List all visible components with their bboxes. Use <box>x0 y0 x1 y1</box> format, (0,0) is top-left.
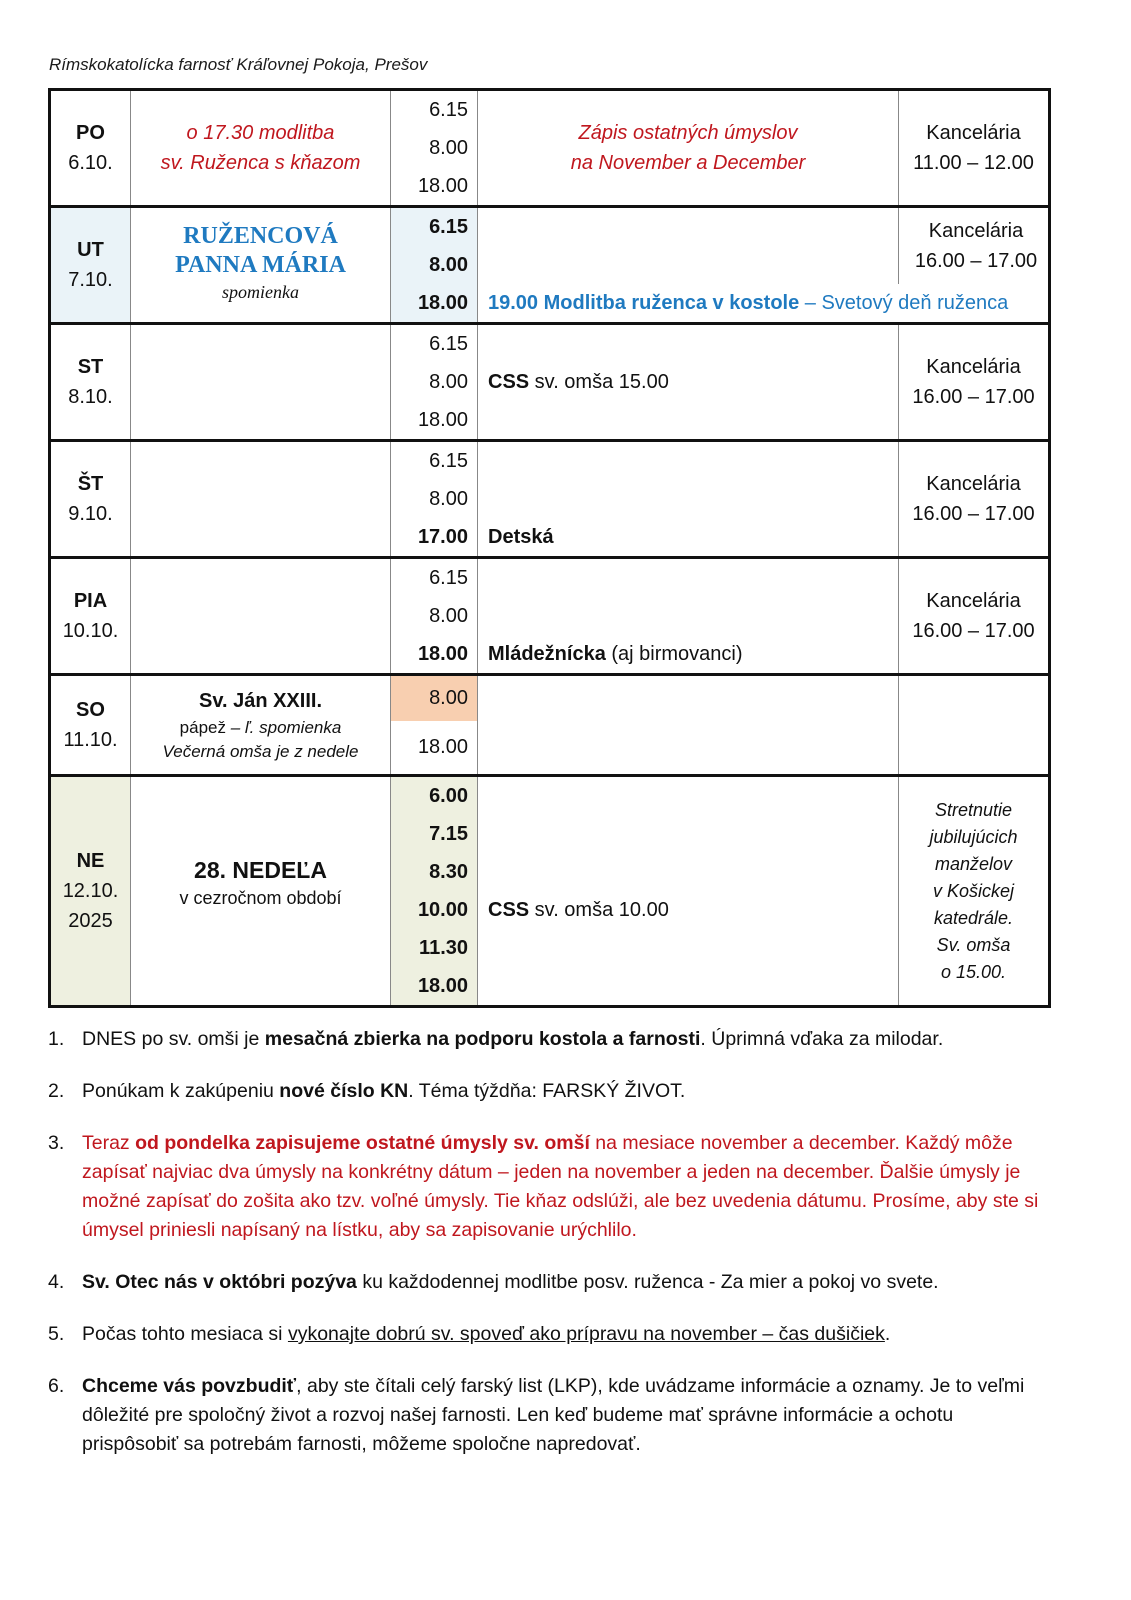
schedule-row-wednesday <box>50 324 1050 441</box>
mass-times-cell <box>391 441 478 558</box>
note-cell <box>478 776 899 1007</box>
mass-time: 6.00 <box>429 785 468 807</box>
item-number: 6. <box>48 1375 65 1397</box>
mass-time: 6.15 <box>429 216 468 238</box>
mass-times-cell <box>391 558 478 675</box>
office-hours: 16.00 – 17.00 <box>912 386 1035 408</box>
office-cell <box>899 675 1050 776</box>
office-hours: 16.00 – 17.00 <box>912 503 1035 525</box>
office-line: manželov <box>934 853 1013 874</box>
office-label: Kancelária <box>926 356 1021 378</box>
text: , aby ste čítali celý farský list (LKP), kde uvádzame informácie a oznamy. Je to veľmi dôležité pre spoločný život a rozvoj našej farnosti. Len keď budeme mať správne informácie a ochotu prispôsobiť sa potrebám farnosti, môžeme spoločne napredovať. <box>82 1375 1025 1455</box>
mass-time: 8.30 <box>429 861 468 883</box>
mass-time: 6.15 <box>429 333 468 355</box>
feast-rank: spomienka <box>222 282 299 302</box>
schedule-row-tuesday <box>50 207 1050 324</box>
mass-times-cell <box>391 207 478 324</box>
day-date: 9.10. <box>68 503 113 525</box>
day-cell <box>50 324 131 441</box>
day-name: NE <box>76 850 105 872</box>
day-name: UT <box>77 239 104 261</box>
day-cell <box>50 558 131 675</box>
office-label: Kancelária <box>926 473 1021 495</box>
office-cell <box>899 776 1050 1007</box>
announcement-item <box>48 1077 1048 1106</box>
office-line: Sv. omša <box>936 934 1011 955</box>
text: ku každodennej modlitbe posv. ruženca - Za mier a pokoj vo svete. <box>356 1271 939 1293</box>
mass-times-cell <box>391 324 478 441</box>
text-bold: mesačná zbierka na podporu kostola a farnosti <box>264 1028 701 1050</box>
feast-cell <box>131 324 391 441</box>
day-name: ST <box>77 356 104 378</box>
day-date: 7.10. <box>68 269 113 291</box>
mass-time: 10.00 <box>417 899 468 921</box>
note-bold: 19.00 Modlitba ruženca v kostole <box>488 292 800 314</box>
mass-time: 18.00 <box>417 292 468 314</box>
mass-time: 6.15 <box>429 567 468 589</box>
schedule-row-saturday <box>50 675 1050 776</box>
feast-title: RUŽENCOVÁ <box>183 223 338 249</box>
announcement-item <box>48 1372 1048 1459</box>
office-line: jubilujúcich <box>929 826 1018 847</box>
mass-time-highlighted: 8.00 <box>391 676 477 721</box>
feast-cell <box>131 675 391 776</box>
note-cell <box>478 90 899 207</box>
note-cell <box>478 324 899 441</box>
schedule-row-thursday <box>50 441 1050 558</box>
feast-cell <box>131 207 391 324</box>
office-hours: 16.00 – 17.00 <box>914 250 1038 272</box>
office-line: o 15.00. <box>940 961 1007 982</box>
office-cell <box>899 558 1050 675</box>
note-office-cell <box>478 207 1050 324</box>
text: DNES po sv. omši je <box>82 1028 265 1050</box>
day-cell <box>50 776 131 1007</box>
feast-cell <box>131 90 391 207</box>
day-cell <box>50 90 131 207</box>
note-bold: Detská <box>488 526 554 548</box>
text: Počas tohto mesiaca si <box>82 1323 288 1345</box>
text-underlined: vykonajte dobrú sv. spoveď ako prípravu na november – čas dušičiek <box>287 1323 885 1345</box>
feast-sub: v cezročnom období <box>179 888 342 908</box>
day-date: 12.10. <box>62 880 119 902</box>
announcement-item <box>48 1025 1048 1054</box>
mass-time: 8.00 <box>429 137 468 159</box>
note-cell <box>478 441 899 558</box>
mass-times-cell <box>391 675 478 776</box>
office-cell <box>899 90 1050 207</box>
mass-time: 8.00 <box>429 488 468 510</box>
schedule-row-sunday <box>50 776 1050 1007</box>
item-number: 3. <box>48 1132 65 1154</box>
item-number: 1. <box>48 1028 65 1050</box>
mass-time: 7.15 <box>429 823 468 845</box>
rosary-note <box>488 288 1008 318</box>
item-number: 4. <box>48 1271 65 1293</box>
parish-header: Rímskokatolícka farnosť Kráľovnej Pokoja, Prešov <box>49 55 428 74</box>
feast-cell <box>131 776 391 1007</box>
day-date: 8.10. <box>68 386 113 408</box>
mass-time: 6.15 <box>429 99 468 121</box>
note-line: Zápis ostatných úmyslov <box>578 122 798 144</box>
feast-title: Sv. Ján XXIII. <box>198 690 323 712</box>
mass-times-cell <box>391 776 478 1007</box>
announcement-item <box>48 1320 1048 1349</box>
announcement-item <box>48 1268 1048 1297</box>
note-cell <box>478 558 899 675</box>
text: Teraz <box>82 1132 136 1154</box>
feast-line: sv. Ruženca s kňazom <box>160 152 361 174</box>
office-label: Kancelária <box>926 122 1021 144</box>
feast-line: o 17.30 modlitba <box>186 122 335 144</box>
item-number: 5. <box>48 1323 65 1345</box>
feast-sub-plain: pápež <box>179 718 231 737</box>
day-cell <box>50 675 131 776</box>
day-name: PIA <box>73 590 108 612</box>
day-date: 6.10. <box>68 152 113 174</box>
text: . Úprimná vďaka za milodar. <box>700 1028 944 1050</box>
office-hours: 11.00 – 12.00 <box>913 152 1034 174</box>
mass-time: 8.00 <box>429 254 468 276</box>
mass-time: 18.00 <box>417 409 468 431</box>
feast-line3: Večerná omša je z nedele <box>162 742 359 761</box>
note-bold: CSS <box>488 898 530 921</box>
mass-time: 18.00 <box>417 736 468 758</box>
day-date: 11.10. <box>63 729 118 751</box>
note-rest: sv. omša 10.00 <box>529 898 669 921</box>
text: . Téma týždňa: FARSKÝ ŽIVOT. <box>408 1080 686 1102</box>
feast-cell <box>131 441 391 558</box>
note-rest: (aj birmovanci) <box>605 643 743 665</box>
note-bold: Mládežnícka <box>488 643 606 665</box>
note-cell <box>478 675 899 776</box>
day-cell <box>50 441 131 558</box>
day-name: ŠT <box>77 473 104 495</box>
note-line: na November a December <box>570 152 806 174</box>
text: Ponúkam k zakúpeniu <box>82 1080 280 1102</box>
mass-time: 8.00 <box>429 371 468 393</box>
text-bold: nové číslo KN <box>279 1080 409 1102</box>
mass-time: 18.00 <box>417 643 468 665</box>
mass-time: 8.00 <box>429 605 468 627</box>
feast-title: 28. NEDEĽA <box>194 857 327 883</box>
office-cell <box>899 441 1050 558</box>
office-cell <box>899 324 1050 441</box>
text: na mesiace november a december. Každý môže zapísať najviac dva úmysly na konkrétny dátum – jeden na november a jeden na december. Ďalšie úmysly je možné zapísať do zošita ako tzv. voľné úmysly. Tie kňaz odslúži, ale bez uvedenia dátumu. Prosíme, aby ste si úmysel priniesli napísaný na lístku, aby sa zapisovanie urýchlilo. <box>82 1132 1039 1241</box>
item-number: 2. <box>48 1080 65 1102</box>
text-bold: od pondelka zapisujeme ostatné úmysly sv. omší <box>135 1132 590 1154</box>
day-year: 2025 <box>68 910 113 932</box>
day-name: PO <box>76 122 105 144</box>
text-bold: Sv. Otec nás v októbri pozýva <box>82 1271 357 1293</box>
office-label: Kancelária <box>926 590 1021 612</box>
note-bold: CSS <box>488 370 530 393</box>
mass-time: 6.15 <box>429 450 468 472</box>
mass-time: 11.30 <box>419 937 468 959</box>
mass-time: 18.00 <box>417 975 468 997</box>
mass-time: 17.00 <box>417 526 468 548</box>
feast-cell <box>131 558 391 675</box>
office-line: katedrále. <box>933 907 1014 928</box>
day-date: 10.10. <box>62 620 119 642</box>
mass-times-cell <box>391 90 478 207</box>
day-name: SO <box>76 699 105 721</box>
note-rest: sv. omša 15.00 <box>529 370 669 393</box>
feast-sub-italic: – ľ. spomienka <box>230 718 342 737</box>
note-rest: – Svetový deň ruženca <box>799 292 1009 314</box>
announcements-list <box>48 1025 1048 1482</box>
announcement-item <box>48 1129 1048 1245</box>
mass-time: 18.00 <box>417 175 468 197</box>
office-hours: 16.00 – 17.00 <box>912 620 1035 642</box>
office-cell <box>898 208 1053 284</box>
schedule-row-monday <box>50 90 1050 207</box>
text: . <box>884 1323 891 1345</box>
schedule-row-friday <box>50 558 1050 675</box>
feast-title: PANNA MÁRIA <box>175 252 346 278</box>
text-bold: Chceme vás povzbudiť <box>82 1375 297 1397</box>
office-label: Kancelária <box>928 220 1024 242</box>
office-line: v Košickej <box>932 880 1015 901</box>
weekly-schedule-table <box>48 88 1051 1008</box>
office-line: Stretnutie <box>934 799 1013 820</box>
day-cell <box>50 207 131 324</box>
